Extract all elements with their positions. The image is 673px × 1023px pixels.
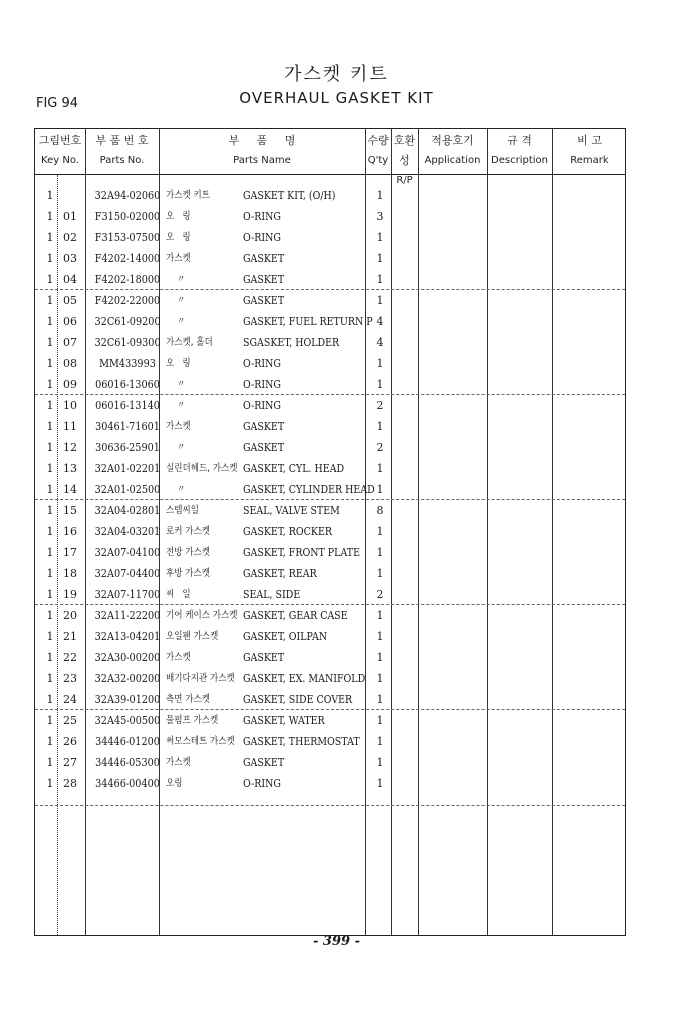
key-number: 25 — [63, 714, 77, 727]
part-name-english: GASKET, CYL. HEAD — [243, 462, 345, 475]
part-name-english: GASKET, CYLINDER HEAD — [243, 483, 375, 496]
key-number: 17 — [63, 546, 77, 559]
part-name-english: GASKET KIT, (O/H) — [243, 189, 336, 202]
key-group: 1 — [46, 315, 54, 328]
key-group: 1 — [46, 462, 54, 475]
key-number: 02 — [63, 231, 77, 244]
quantity: 1 — [376, 714, 384, 727]
part-name-english: O-RING — [243, 777, 282, 790]
part-name-english: GASKET — [243, 273, 285, 286]
part-number: 32A07-04400 — [94, 567, 161, 580]
part-number: 32A01-02201 — [94, 462, 161, 475]
key-group: 1 — [46, 420, 54, 433]
table-row — [35, 479, 625, 500]
part-name-korean: 가스켓 — [166, 757, 191, 768]
key-group: 1 — [46, 567, 54, 580]
part-name-english: SEAL, VALVE STEM — [243, 504, 340, 517]
table-row — [35, 500, 625, 521]
title-korean: 가스켓 키트 — [284, 64, 389, 85]
part-name-english: GASKET — [243, 252, 285, 265]
part-number: 32C61-09300 — [94, 336, 161, 349]
table-row — [35, 395, 625, 416]
part-number: 32A32-00200 — [94, 672, 161, 685]
key-group: 1 — [46, 609, 54, 622]
part-name-english: GASKET, OILPAN — [243, 630, 328, 643]
part-name-korean: 오링 — [166, 778, 183, 789]
key-number: 01 — [63, 210, 77, 223]
quantity: 1 — [376, 756, 384, 769]
part-name-english: SEAL, SIDE — [243, 588, 301, 601]
key-number: 11 — [63, 420, 77, 433]
header-parts-name: 부 품 명 Parts Name — [228, 134, 296, 166]
key-number: 12 — [63, 441, 77, 454]
part-name-english: GASKET — [243, 756, 285, 769]
key-group: 1 — [46, 399, 54, 412]
part-number: 32A94-02060 — [94, 189, 161, 202]
title-english: OVERHAUL GASKET KIT — [239, 89, 434, 107]
part-name-english: GASKET, FRONT PLATE — [243, 546, 361, 559]
part-name-english: GASKET — [243, 420, 285, 433]
quantity: 4 — [376, 336, 384, 349]
quantity: 1 — [376, 378, 384, 391]
table-row — [35, 416, 625, 437]
part-number: 34466-00400 — [95, 777, 160, 790]
part-number: 32A01-02500 — [94, 483, 161, 496]
table-row — [35, 626, 625, 647]
figure-label: FIG 94 — [36, 96, 79, 111]
part-number: 32A04-03201 — [94, 525, 161, 538]
header-application: 적용호기 Application — [424, 134, 481, 166]
part-number: 32A11-22200 — [94, 609, 161, 622]
key-number: 04 — [63, 273, 77, 286]
part-name-korean: 기어 케이스 가스켓 — [166, 610, 238, 621]
part-name-korean: 가스켓 — [166, 421, 191, 432]
key-number: 19 — [63, 588, 77, 601]
part-name-korean: 후방 가스켓 — [166, 568, 211, 579]
key-number: 23 — [63, 672, 77, 685]
part-name-english: GASKET, FUEL RETURN P — [243, 315, 373, 328]
part-number: 06016-13060 — [95, 378, 160, 391]
key-group: 1 — [46, 504, 54, 517]
part-name-english: GASKET, EX. MANIFOLD — [243, 672, 366, 685]
quantity: 1 — [376, 294, 384, 307]
part-name-korean: 가스켓 — [166, 253, 191, 264]
part-number: F4202-22000 — [94, 294, 161, 307]
quantity: 1 — [376, 525, 384, 538]
part-number: MM433993 — [99, 357, 156, 370]
table-row — [35, 248, 625, 269]
part-name-korean: 오 링 — [166, 232, 191, 243]
key-number: 24 — [63, 693, 77, 706]
quantity: 1 — [376, 651, 384, 664]
part-number: 34446-05300 — [95, 756, 160, 769]
table-row — [35, 227, 625, 248]
quantity: 1 — [376, 609, 384, 622]
key-number: 13 — [63, 462, 77, 475]
part-name-english: GASKET, SIDE COVER — [243, 693, 353, 706]
key-group: 1 — [46, 210, 54, 223]
key-number: 16 — [63, 525, 77, 538]
quantity: 1 — [376, 462, 384, 475]
part-name-english: GASKET, GEAR CASE — [243, 609, 348, 622]
part-name-korean: 전방 가스켓 — [166, 547, 211, 558]
part-number: 06016-13140 — [95, 399, 160, 412]
key-group: 1 — [46, 777, 54, 790]
header-parts-no: 부 품 번 호 Parts No. — [95, 134, 149, 166]
quantity: 4 — [376, 315, 384, 328]
table-row — [35, 332, 625, 353]
part-name-english: O-RING — [243, 231, 282, 244]
part-name-korean: 로커 가스켓 — [166, 526, 211, 537]
part-name-korean: 〃 — [166, 274, 186, 285]
part-number: 30636-25901 — [95, 441, 160, 454]
quantity: 1 — [376, 567, 384, 580]
part-name-korean: 〃 — [166, 379, 186, 390]
part-name-english: O-RING — [243, 210, 282, 223]
quantity: 1 — [376, 777, 384, 790]
key-number: 21 — [63, 630, 77, 643]
key-number: 14 — [63, 483, 77, 496]
key-group: 1 — [46, 378, 54, 391]
quantity: 1 — [376, 231, 384, 244]
part-name-korean: 배기다지관 가스켓 — [166, 673, 235, 684]
part-name-korean: 〃 — [166, 484, 186, 495]
key-number: 27 — [63, 756, 77, 769]
quantity: 1 — [376, 357, 384, 370]
key-number: 08 — [63, 357, 77, 370]
part-name-english: GASKET, REAR — [243, 567, 317, 580]
part-name-english: O-RING — [243, 399, 282, 412]
part-name-english: O-RING — [243, 357, 282, 370]
header-description: 규 격 Description — [491, 134, 548, 166]
table-row — [35, 353, 625, 374]
quantity: 2 — [376, 588, 384, 601]
key-group: 1 — [46, 525, 54, 538]
part-name-korean: 가스켓, 홀더 — [166, 337, 213, 348]
quantity: 1 — [376, 420, 384, 433]
table-row — [35, 437, 625, 458]
part-name-korean: 〃 — [166, 316, 186, 327]
part-number: 32A39-01200 — [94, 693, 161, 706]
table-row — [35, 185, 625, 206]
table-row — [35, 584, 625, 605]
table-row — [35, 290, 625, 311]
page-number: - 399 - — [313, 934, 360, 949]
parts-table — [34, 128, 626, 936]
key-number: 28 — [63, 777, 77, 790]
part-name-korean: 씨 일 — [166, 589, 191, 600]
part-name-korean: 측면 가스켓 — [166, 694, 211, 705]
table-row — [35, 311, 625, 332]
part-number: 32A30-00200 — [94, 651, 161, 664]
part-number: 32A07-04100 — [94, 546, 161, 559]
quantity: 1 — [376, 693, 384, 706]
table-row — [35, 605, 625, 626]
key-group: 1 — [46, 756, 54, 769]
key-group: 1 — [46, 546, 54, 559]
part-name-korean: 〃 — [166, 295, 186, 306]
key-group: 1 — [46, 672, 54, 685]
key-number: 09 — [63, 378, 77, 391]
part-number: 34446-01200 — [95, 735, 160, 748]
part-name-korean: 가스켓 — [166, 652, 191, 663]
part-name-english: GASKET, THERMOSTAT — [243, 735, 360, 748]
table-row — [35, 458, 625, 479]
key-number: 26 — [63, 735, 77, 748]
quantity: 1 — [376, 630, 384, 643]
part-name-english: GASKET — [243, 441, 285, 454]
part-number: 32A45-00500 — [94, 714, 161, 727]
part-name-korean: 〃 — [166, 400, 186, 411]
quantity: 1 — [376, 189, 384, 202]
key-number: 20 — [63, 609, 77, 622]
key-group: 1 — [46, 231, 54, 244]
key-group: 1 — [46, 693, 54, 706]
quantity: 8 — [376, 504, 384, 517]
key-number: 06 — [63, 315, 77, 328]
table-row — [35, 731, 625, 752]
part-number: 32A04-02801 — [94, 504, 161, 517]
table-row — [35, 374, 625, 395]
table-row — [35, 668, 625, 689]
quantity: 2 — [376, 399, 384, 412]
key-number: 07 — [63, 336, 77, 349]
part-name-korean: 실린더헤드, 가스켓 — [166, 463, 238, 474]
table-row — [35, 206, 625, 227]
part-number: F4202-14000 — [94, 252, 161, 265]
part-name-english: SGASKET, HOLDER — [243, 336, 340, 349]
quantity: 1 — [376, 546, 384, 559]
quantity: 3 — [376, 210, 384, 223]
part-name-english: GASKET — [243, 294, 285, 307]
header-separator — [35, 174, 625, 175]
key-group: 1 — [46, 735, 54, 748]
part-name-korean: 오일팬 가스켓 — [166, 631, 219, 642]
key-group: 1 — [46, 189, 54, 202]
key-number: 03 — [63, 252, 77, 265]
quantity: 1 — [376, 483, 384, 496]
part-number: 32A07-11700 — [94, 588, 161, 601]
key-number: 18 — [63, 567, 77, 580]
part-name-korean: 가스켓 키트 — [166, 190, 211, 201]
part-name-korean: 물펌프 가스켓 — [166, 715, 219, 726]
header-rp: 호환성 R/P — [393, 134, 416, 186]
key-number: 15 — [63, 504, 77, 517]
key-group: 1 — [46, 651, 54, 664]
header-remark: 비 고 Remark — [570, 134, 609, 166]
part-number: 32A13-04201 — [94, 630, 161, 643]
part-number: F3153-07500 — [94, 231, 161, 244]
key-group: 1 — [46, 273, 54, 286]
part-number: F3150-02000 — [94, 210, 161, 223]
table-row — [35, 710, 625, 731]
quantity: 2 — [376, 441, 384, 454]
part-number: 30461-71601 — [95, 420, 160, 433]
table-row — [35, 269, 625, 290]
table-row — [35, 773, 625, 794]
table-row — [35, 563, 625, 584]
table-row — [35, 542, 625, 563]
group-separator — [35, 805, 625, 806]
quantity: 1 — [376, 672, 384, 685]
header-qty: 수량 Q'ty — [367, 134, 389, 166]
part-number: F4202-18000 — [94, 273, 161, 286]
table-row — [35, 521, 625, 542]
quantity: 1 — [376, 252, 384, 265]
key-group: 1 — [46, 294, 54, 307]
key-group: 1 — [46, 714, 54, 727]
table-row — [35, 689, 625, 710]
part-name-english: GASKET, ROCKER — [243, 525, 332, 538]
key-group: 1 — [46, 483, 54, 496]
key-group: 1 — [46, 441, 54, 454]
part-number: 32C61-09200 — [94, 315, 161, 328]
header-key: 그림번호 Key No. — [38, 134, 82, 166]
key-group: 1 — [46, 252, 54, 265]
key-number: 05 — [63, 294, 77, 307]
table-row — [35, 752, 625, 773]
table-row — [35, 647, 625, 668]
part-name-korean: 〃 — [166, 442, 186, 453]
part-name-korean: 스템씨일 — [166, 505, 200, 516]
key-number: 10 — [63, 399, 77, 412]
quantity: 1 — [376, 273, 384, 286]
key-number: 22 — [63, 651, 77, 664]
part-name-korean: 써모스테트 가스켓 — [166, 736, 235, 747]
quantity: 1 — [376, 735, 384, 748]
part-name-english: GASKET, WATER — [243, 714, 325, 727]
key-group: 1 — [46, 588, 54, 601]
part-name-english: GASKET — [243, 651, 285, 664]
part-name-english: O-RING — [243, 378, 282, 391]
key-group: 1 — [46, 357, 54, 370]
key-group: 1 — [46, 336, 54, 349]
key-group: 1 — [46, 630, 54, 643]
part-name-korean: 오 링 — [166, 358, 191, 369]
part-name-korean: 오 링 — [166, 211, 191, 222]
